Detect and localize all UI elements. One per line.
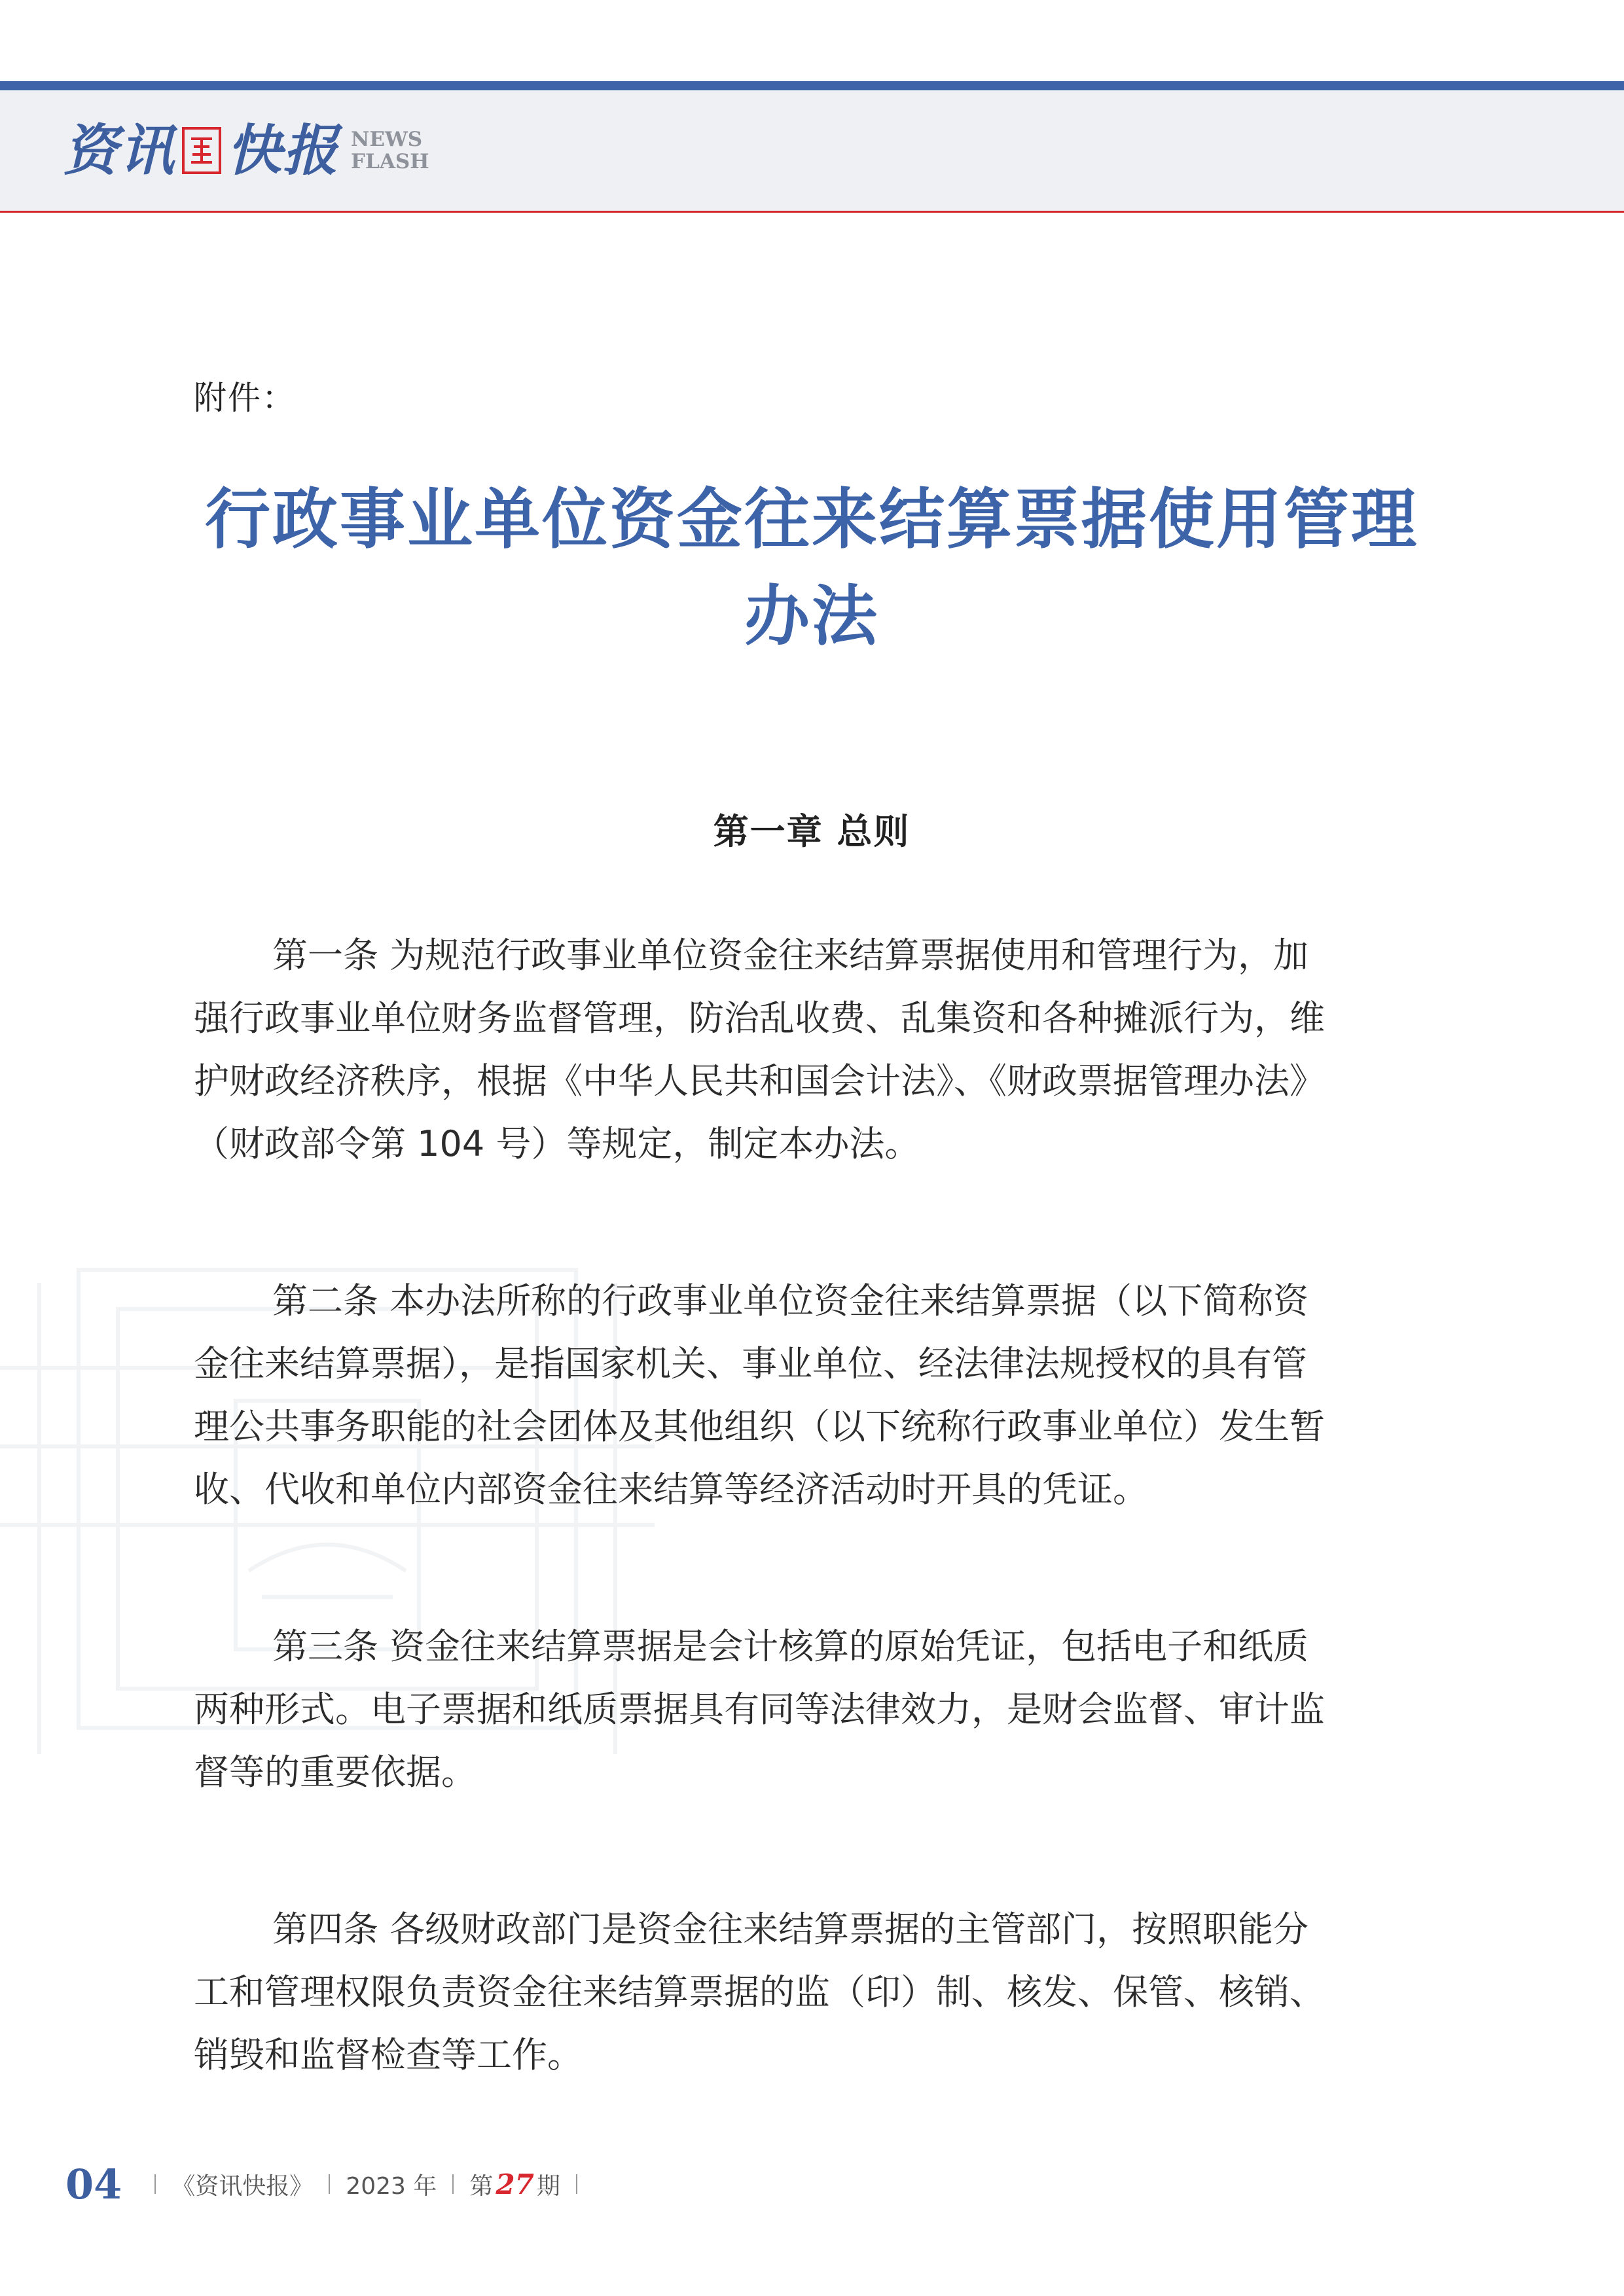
attachment-label: 附件：	[194, 379, 296, 417]
article-line: 督等的重要依据。	[194, 1751, 477, 1793]
footer-issue-prefix: 第	[469, 2172, 494, 2200]
article-line: 强行政事业单位财务监督管理，防治乱收费、乱集资和各种摊派行为，维	[194, 997, 1325, 1039]
article-line: 护财政经济秩序，根据《中华人民共和国会计法》、《财政票据管理办法》	[194, 1060, 1325, 1102]
article-2	[194, 1270, 1415, 1521]
masthead-english-line2: FLASH	[351, 150, 429, 173]
footer-divider	[154, 2174, 156, 2194]
article-3	[194, 1615, 1415, 1804]
footer	[65, 2161, 593, 2207]
document-title	[190, 471, 1434, 665]
masthead-left-text: 资讯	[63, 118, 176, 183]
page-number: 04	[65, 2160, 122, 2208]
article-line: 工和管理权限负责资金往来结算票据的监（印）制、核发、保管、核销、	[194, 1971, 1325, 2013]
article-line: （财政部令第 104 号）等规定，制定本办法。	[194, 1123, 920, 1164]
article-line: 第三条 资金往来结算票据是会计核算的原始凭证，包括电子和纸质	[272, 1626, 1309, 1667]
header-top-bar	[0, 81, 1624, 90]
masthead-english-line1: NEWS	[351, 128, 423, 151]
article-line: 金往来结算票据），是指国家机关、事业单位、经法律法规授权的具有管	[194, 1343, 1307, 1384]
article-line: 收、代收和单位内部资金往来结算等经济活动时开具的凭证。	[194, 1469, 1148, 1510]
footer-issue-number: 27	[496, 2168, 534, 2200]
footer-divider	[329, 2174, 330, 2194]
document-title-line2: 办法	[744, 578, 879, 655]
article-line: 第二条 本办法所称的行政事业单位资金往来结算票据（以下简称资	[272, 1280, 1309, 1321]
footer-divider	[452, 2174, 454, 2194]
footer-year: 2023 年	[346, 2172, 437, 2200]
red-seal-icon	[182, 127, 221, 174]
header-red-rule	[0, 211, 1624, 213]
article-line: 理公共事务职能的社会团体及其他组织（以下统称行政事业单位）发生暂	[194, 1406, 1325, 1447]
article-1	[194, 924, 1415, 1175]
article-4	[194, 1898, 1415, 2087]
masthead-right-text: 快报	[226, 118, 340, 183]
article-line: 第一条 为规范行政事业单位资金往来结算票据使用和管理行为，加	[272, 935, 1309, 976]
document-title-line1: 行政事业单位资金往来结算票据使用管理	[205, 481, 1418, 558]
footer-publication: 《资讯快报》	[171, 2172, 314, 2200]
footer-issue-suffix: 期	[536, 2172, 560, 2200]
footer-divider	[576, 2174, 577, 2194]
article-line: 销毁和监督检查等工作。	[194, 2034, 583, 2075]
article-line: 第四条 各级财政部门是资金往来结算票据的主管部门，按照职能分	[272, 1909, 1309, 1950]
chapter-heading: 第一章 总则	[713, 811, 911, 852]
articles	[194, 924, 1415, 2181]
masthead	[63, 111, 429, 190]
masthead-english	[351, 128, 429, 173]
article-line: 两种形式。电子票据和纸质票据具有同等法律效力，是财会监督、审计监	[194, 1689, 1325, 1730]
